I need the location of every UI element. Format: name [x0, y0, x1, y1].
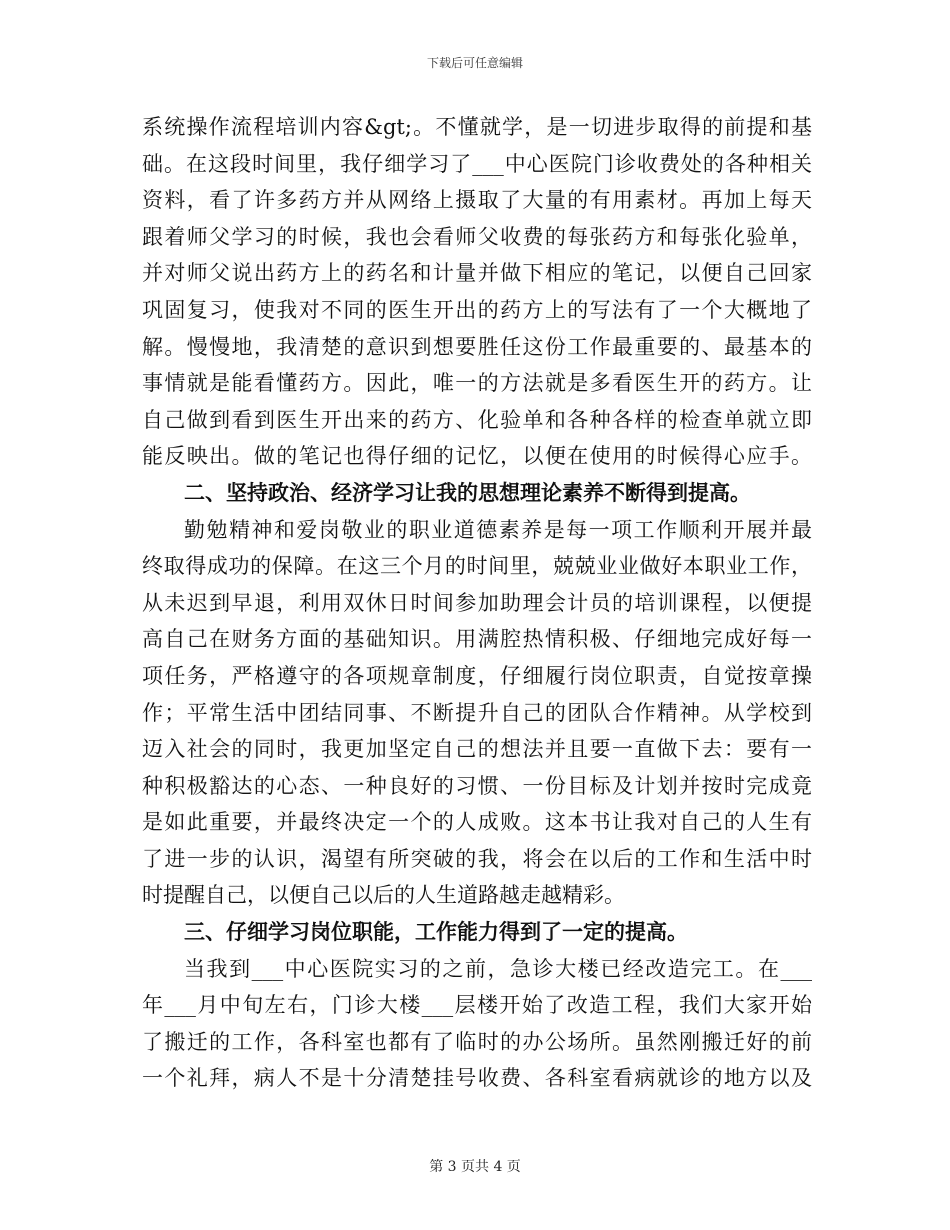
- paragraph-line: 时提醒自己，以便自己以后的人生道路越走越精彩。: [142, 883, 625, 908]
- paragraph-line: 高自己在财务方面的基础知识。用满腔热情积极、仔细地完成好每一: [142, 627, 812, 652]
- paragraph-line: 能反映出。做的笔记也得仔细的记忆，以便在使用的时候得心应手。: [142, 444, 812, 469]
- paragraph-line: 跟着师父学习的时候，我也会看师父收费的每张药方和每张化验单，: [142, 224, 812, 249]
- paragraph-line: 并对师父说出药方上的药名和计量并做下相应的笔记，以便自己回家: [142, 261, 812, 286]
- paragraph-line: 系统操作流程培训内容&gt;。不懂就学，是一切进步取得的前提和基: [142, 115, 812, 139]
- paragraph-line: 从未迟到早退，利用双休日时间参加助理会计员的培训课程，以便提: [142, 590, 812, 615]
- paragraph-line: 种积极豁达的心态、一种良好的习惯、一份目标及计划并按时完成竟: [142, 773, 812, 798]
- paragraph-line: 终取得成功的保障。在这三个月的时间里，兢兢业业做好本职业工作，: [142, 554, 812, 579]
- paragraph-line: 巩固复习，使我对不同的医生开出的药方上的写法有了一个大概地了: [142, 297, 812, 322]
- paragraph-line: 迈入社会的同时，我更加坚定自己的想法并且要一直做下去：要有一: [142, 737, 812, 762]
- page-header: 下载后可任意编辑: [426, 56, 523, 70]
- paragraph-line: 是如此重要，并最终决定一个的人成败。这本书让我对自己的人生有: [142, 810, 812, 835]
- paragraph-line: 作；平常生活中团结同事、不断提升自己的团队合作精神。从学校到: [142, 700, 812, 725]
- section-heading-3: 三、仔细学习岗位职能，工作能力得到了一定的提高。: [184, 919, 688, 945]
- document-body: [142, 109, 812, 1097]
- paragraph-line: 当我到___中心医院实习的之前，急诊大楼已经改造完工。在___: [184, 956, 812, 981]
- paragraph-line: 项任务，严格遵守的各项规章制度，仔细履行岗位职责，自觉按章操: [142, 663, 812, 688]
- page-footer: 第 3 页共 4 页: [429, 1159, 521, 1175]
- paragraph-line: 资料，看了许多药方并从网络上摄取了大量的有用素材。再加上每天: [142, 188, 812, 213]
- paragraph-line: 了搬迁的工作，各科室也都有了临时的办公场所。虽然刚搬迁好的前: [142, 1029, 812, 1054]
- section-heading-2: 二、坚持政治、经济学习让我的思想理论素养不断得到提高。: [184, 479, 751, 505]
- paragraph-line: 解。慢慢地，我清楚的意识到想要胜任这份工作最重要的、最基本的: [142, 334, 812, 359]
- paragraph-line: 了进一步的认识，渴望有所突破的我，将会在以后的工作和生活中时: [142, 846, 812, 871]
- paragraph-line: 础。在这段时间里，我仔细学习了___中心医院门诊收费处的各种相关: [142, 151, 812, 176]
- paragraph-line: 事情就是能看懂药方。因此，唯一的方法就是多看医生开的药方。让: [142, 371, 812, 396]
- paragraph-line: 一个礼拜，病人不是十分清楚挂号收费、各科室看病就诊的地方以及: [142, 1066, 812, 1091]
- paragraph-line: 自己做到看到医生开出来的药方、化验单和各种各样的检查单就立即: [142, 407, 812, 432]
- paragraph-line: 勤勉精神和爱岗敬业的职业道德素养是每一项工作顺利开展并最: [184, 517, 812, 542]
- paragraph-line: 年___月中旬左右，门诊大楼___层楼开始了改造工程，我们大家开始: [142, 993, 812, 1018]
